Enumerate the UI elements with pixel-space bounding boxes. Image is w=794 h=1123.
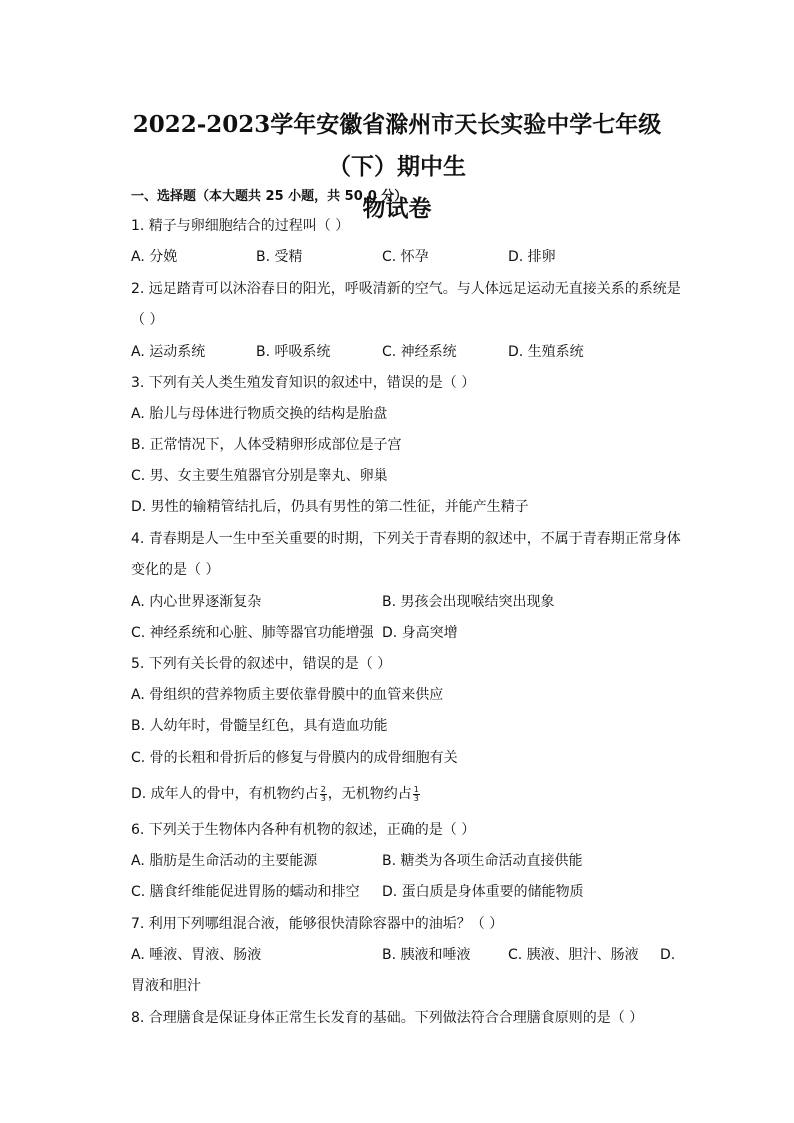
q5-option-d-text-2: ，无机物约占 xyxy=(327,786,412,802)
question-2-stem-line2: （ ） xyxy=(131,312,164,328)
q6-option-b: B. 糖类为各项生命活动直接供能 xyxy=(382,853,583,869)
fraction-numerator: 2 xyxy=(320,784,326,794)
q5-option-c: C. 骨的长粗和骨折后的修复与骨膜内的成骨细胞有关 xyxy=(131,750,458,766)
q1-option-b: B. 受精 xyxy=(256,249,303,265)
q3-option-c: C. 男、女主要生殖器官分别是睾丸、卵巢 xyxy=(131,468,388,484)
q1-option-c: C. 怀孕 xyxy=(382,249,429,265)
q2-option-a: A. 运动系统 xyxy=(131,344,206,360)
q5-option-b: B. 人幼年时，骨髓呈红色，具有造血功能 xyxy=(131,718,388,734)
fraction-two-thirds xyxy=(320,786,327,803)
question-2-stem-line1: 2. 远足踏青可以沐浴春日的阳光，呼吸清新的空气。与人体远足运动无直接关系的系统是 xyxy=(131,281,681,297)
question-4-stem-line1: 4. 青春期是人一生中至关重要的时期，下列关于青春期的叙述中，不属于青春期正常身体 xyxy=(131,531,681,547)
title-line-2: 物试卷 xyxy=(362,195,432,222)
q7-option-d: D. xyxy=(660,947,676,963)
q6-option-c: C. 膳食纤维能促进胃肠的蠕动和排空 xyxy=(131,884,360,900)
q2-option-c: C. 神经系统 xyxy=(382,344,457,360)
question-1-stem: 1. 精子与卵细胞结合的过程叫（ ） xyxy=(131,218,350,234)
page-title xyxy=(110,104,684,230)
q7-option-b: B. 胰液和唾液 xyxy=(382,947,471,963)
title-line-1: 2022-2023学年安徽省滁州市天长实验中学七年级（下）期中生 xyxy=(132,111,662,180)
q4-option-b: B. 男孩会出现喉结突出现象 xyxy=(382,594,555,610)
q4-option-d: D. 身高突增 xyxy=(382,625,458,641)
q3-option-d: D. 男性的输精管结扎后，仍具有男性的第二性征，并能产生精子 xyxy=(131,499,529,515)
question-5-stem: 5. 下列有关长骨的叙述中，错误的是（ ） xyxy=(131,656,392,672)
section-heading: 一、选择题（本大题共 25 小题，共 50.0 分） xyxy=(131,189,408,204)
question-6-stem: 6. 下列关于生物体内各种有机物的叙述，正确的是（ ） xyxy=(131,822,476,838)
question-8-stem: 8. 合理膳食是保证身体正常生长发育的基础。下列做法符合合理膳食原则的是（ ） xyxy=(131,1010,644,1026)
q7-option-c: C. 胰液、胆汁、肠液 xyxy=(508,947,639,963)
q4-option-c: C. 神经系统和心脏、肺等器官功能增强 xyxy=(131,625,374,641)
q6-option-d: D. 蛋白质是身体重要的储能物质 xyxy=(382,884,584,900)
q3-option-a: A. 胎儿与母体进行物质交换的结构是胎盘 xyxy=(131,406,388,422)
q5-option-d-text: D. 成年人的骨中，有机物约占 xyxy=(131,786,319,802)
fraction-denominator: 3 xyxy=(413,793,419,803)
fraction-one-third xyxy=(413,786,420,803)
q5-option-a: A. 骨组织的营养物质主要依靠骨膜中的血管来供应 xyxy=(131,687,444,703)
q2-option-b: B. 呼吸系统 xyxy=(256,344,331,360)
q6-option-a: A. 脂肪是生命活动的主要能源 xyxy=(131,853,318,869)
q2-option-d: D. 生殖系统 xyxy=(508,344,584,360)
q7-option-d-continued: 胃液和胆汁 xyxy=(131,978,201,994)
q1-option-a: A. 分娩 xyxy=(131,249,178,265)
question-3-stem: 3. 下列有关人类生殖发育知识的叙述中，错误的是（ ） xyxy=(131,375,476,391)
q1-option-d: D. 排卵 xyxy=(508,249,556,265)
fraction-denominator: 3 xyxy=(320,793,326,803)
q5-option-d xyxy=(131,785,421,803)
question-4-stem-line2: 变化的是（ ） xyxy=(131,562,220,578)
fraction-numerator: 1 xyxy=(413,784,419,794)
q7-option-a: A. 唾液、胃液、肠液 xyxy=(131,947,262,963)
q4-option-a: A. 内心世界逐渐复杂 xyxy=(131,594,262,610)
q3-option-b: B. 正常情况下，人体受精卵形成部位是子宫 xyxy=(131,437,402,453)
question-7-stem: 7. 利用下列哪组混合液，能够很快清除容器中的油垢？（ ） xyxy=(131,916,504,932)
